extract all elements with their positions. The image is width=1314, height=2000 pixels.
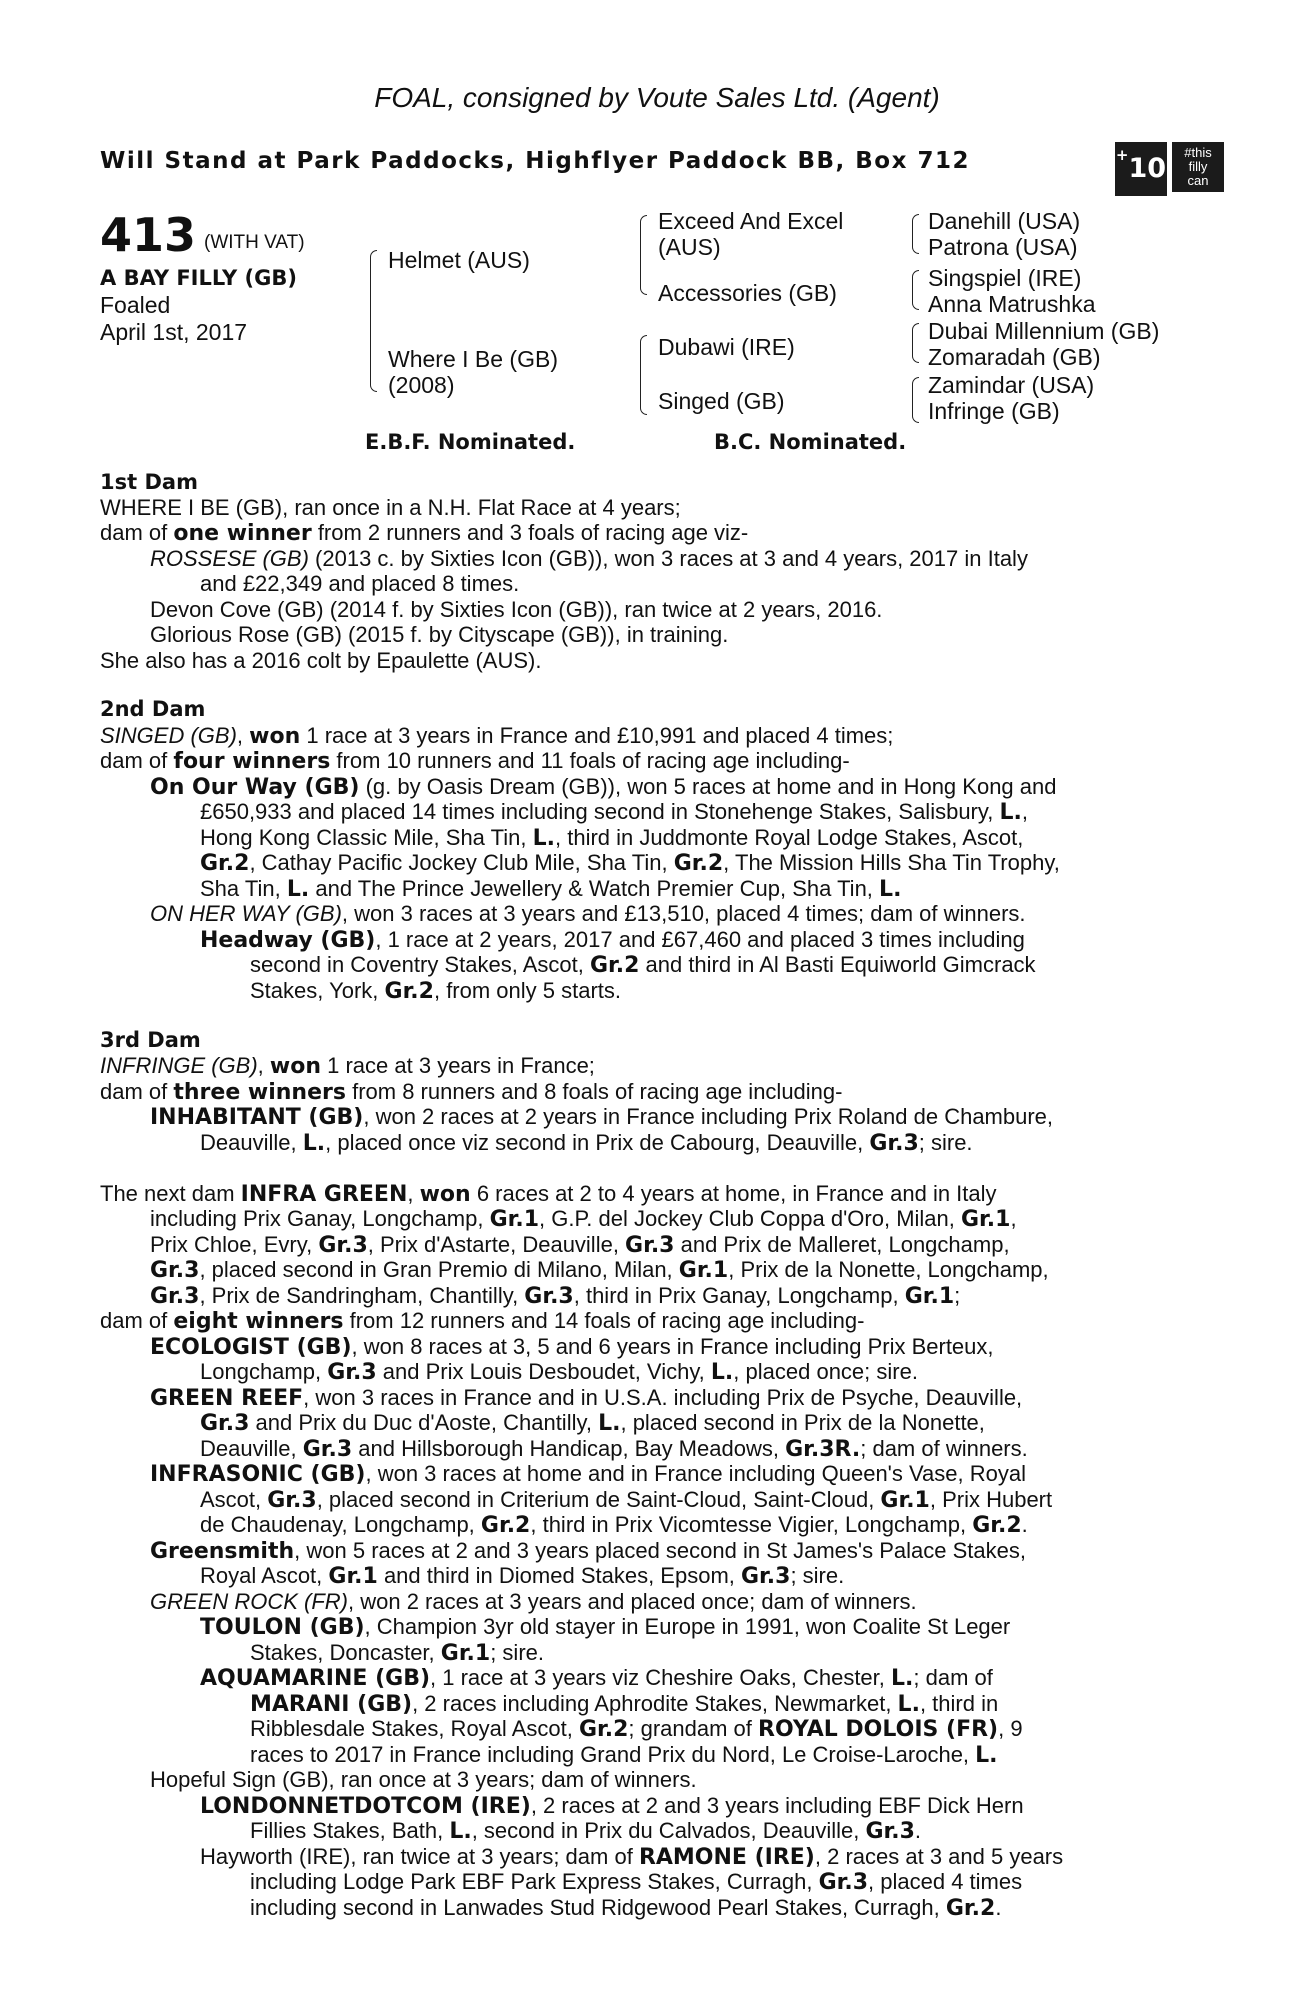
second-dam-heading: 2nd Dam bbox=[100, 697, 206, 721]
ebf-nominated: E.B.F. Nominated. bbox=[365, 430, 576, 454]
ggs-brace-1 bbox=[912, 214, 919, 254]
dam-line: SINGED (GB), won 1 race at 3 years in France and £10,991 and placed 4 times; bbox=[100, 723, 894, 749]
dam-line: Deauville, Gr.3 and Hillsborough Handicap, Bay Meadows, Gr.3R.; dam of winners. bbox=[200, 1436, 1028, 1462]
dam-line: Stakes, Doncaster, Gr.1; sire. bbox=[250, 1640, 544, 1666]
dam-line: TOULON (GB), Champion 3yr old stayer in Europe in 1991, won Coalite St Leger bbox=[200, 1614, 1011, 1640]
dam-line: including Prix Ganay, Longchamp, Gr.1, G.P. del Jockey Club Coppa d'Oro, Milan, Gr.1, bbox=[150, 1206, 1017, 1232]
granddam-2: Singed (GB) bbox=[658, 388, 785, 414]
ggs-6: Zomaradah (GB) bbox=[928, 344, 1101, 370]
first-dam-heading: 1st Dam bbox=[100, 470, 198, 494]
sire: Helmet (AUS) bbox=[388, 247, 530, 273]
ggs-1: Danehill (USA) bbox=[928, 208, 1081, 234]
dam-line: Stakes, York, Gr.2, from only 5 starts. bbox=[250, 978, 622, 1004]
dam-line: second in Coventry Stakes, Ascot, Gr.2 and third in Al Basti Equiworld Gimcrack bbox=[250, 952, 1036, 978]
dam-line: Gr.3 and Prix du Duc d'Aoste, Chantilly, L., placed second in Prix de la Nonette, bbox=[200, 1410, 985, 1436]
dam-line: Sha Tin, L. and The Prince Jewellery & Watch Premier Cup, Sha Tin, L. bbox=[200, 876, 902, 902]
horse-name: A BAY FILLY (GB) bbox=[100, 266, 297, 290]
this-filly-can-logo: #this filly can bbox=[1172, 142, 1224, 192]
sire-dam-brace bbox=[370, 250, 377, 392]
dam-line: AQUAMARINE (GB), 1 race at 3 years viz Cheshire Oaks, Chester, L.; dam of bbox=[200, 1665, 993, 1691]
grandsire-2: Dubawi (IRE) bbox=[658, 334, 795, 360]
dam-line: £650,933 and placed 14 times including second in Stonehenge Stakes, Salisbury, L., bbox=[200, 799, 1028, 825]
ggs-brace-3 bbox=[912, 323, 919, 363]
sire-parents-brace bbox=[640, 215, 647, 295]
ggs-3: Singspiel (IRE) bbox=[928, 265, 1082, 291]
granddam-1: Accessories (GB) bbox=[658, 280, 837, 306]
ggs-8: Infringe (GB) bbox=[928, 398, 1060, 424]
dam-line: Hayworth (IRE), ran twice at 3 years; dam of RAMONE (IRE), 2 races at 3 and 5 years bbox=[200, 1844, 1064, 1870]
dam-line: ECOLOGIST (GB), won 8 races at 3, 5 and 6 years in France including Prix Berteux, bbox=[150, 1334, 994, 1360]
dam-parents-brace bbox=[640, 335, 647, 415]
dam-line: Ribblesdale Stakes, Royal Ascot, Gr.2; grandam of ROYAL DOLOIS (FR), 9 bbox=[250, 1716, 1023, 1742]
lot-number: 413 bbox=[100, 208, 197, 262]
stand-location: Will Stand at Park Paddocks, Highflyer Paddock BB, Box 712 bbox=[100, 148, 970, 174]
dam-line: Gr.2, Cathay Pacific Jockey Club Mile, Sha Tin, Gr.2, The Mission Hills Sha Tin Trophy, bbox=[200, 850, 1060, 876]
dam-line: GREEN REEF, won 3 races in France and in U.S.A. including Prix de Psyche, Deauville, bbox=[150, 1385, 1023, 1411]
ggs-brace-4 bbox=[912, 377, 919, 423]
dam-line: including Lodge Park EBF Park Express Stakes, Curragh, Gr.3, placed 4 times bbox=[250, 1869, 1023, 1895]
consignor-heading: FOAL, consigned by Voute Sales Ltd. (Agent) bbox=[374, 82, 940, 113]
ggs-5: Dubai Millennium (GB) bbox=[928, 318, 1160, 344]
dam-line: MARANI (GB), 2 races including Aphrodite Stakes, Newmarket, L., third in bbox=[250, 1691, 999, 1717]
dam-line: Royal Ascot, Gr.1 and third in Diomed Stakes, Epsom, Gr.3; sire. bbox=[200, 1563, 845, 1589]
vat-label: (WITH VAT) bbox=[204, 232, 305, 253]
dam-line: Gr.3, Prix de Sandringham, Chantilly, Gr.3, third in Prix Ganay, Longchamp, Gr.1; bbox=[150, 1283, 961, 1309]
plus-ten-logo: +10 bbox=[1115, 142, 1167, 196]
dam-line: INFRASONIC (GB), won 3 races at home and in France including Queen's Vase, Royal bbox=[150, 1461, 1026, 1487]
ggs-brace-2 bbox=[912, 270, 919, 310]
dam-line: Hong Kong Classic Mile, Sha Tin, L., third in Juddmonte Royal Lodge Stakes, Ascot, bbox=[200, 825, 1024, 851]
foaled-label: Foaled bbox=[100, 292, 171, 318]
dam-line: LONDONNETDOTCOM (IRE), 2 races at 2 and 3 years including EBF Dick Hern bbox=[200, 1793, 1024, 1819]
dam-line: Glorious Rose (GB) (2015 f. by Cityscape (GB)), in training. bbox=[150, 622, 729, 647]
foaled-date: April 1st, 2017 bbox=[100, 319, 248, 345]
dam-line: including second in Lanwades Stud Ridgewood Pearl Stakes, Curragh, Gr.2. bbox=[250, 1895, 1002, 1921]
dam-line: races to 2017 in France including Grand Prix du Nord, Le Croise-Laroche, L. bbox=[250, 1742, 998, 1768]
dam-line: dam of one winner from 2 runners and 3 foals of racing age viz- bbox=[100, 520, 749, 546]
bc-nominated: B.C. Nominated. bbox=[714, 430, 907, 454]
dam-line: WHERE I BE (GB), ran once in a N.H. Flat Race at 4 years; bbox=[100, 495, 681, 520]
dam-line: GREEN ROCK (FR), won 2 races at 3 years and placed once; dam of winners. bbox=[150, 1589, 917, 1614]
dam-line: Ascot, Gr.3, placed second in Criterium de Saint-Cloud, Saint-Cloud, Gr.1, Prix Hubert bbox=[200, 1487, 1053, 1513]
grandsire-1: Exceed And Excel bbox=[658, 208, 844, 234]
dam-line: dam of eight winners from 12 runners and 14 foals of racing age including- bbox=[100, 1308, 865, 1334]
dam-line: Greensmith, won 5 races at 2 and 3 years placed second in St James's Palace Stakes, bbox=[150, 1538, 1026, 1564]
ggs-4: Anna Matrushka bbox=[928, 291, 1096, 317]
third-dam-heading: 3rd Dam bbox=[100, 1028, 201, 1052]
dam-line: On Our Way (GB) (g. by Oasis Dream (GB)), won 5 races at home and in Hong Kong and bbox=[150, 774, 1057, 800]
dam-line: INHABITANT (GB), won 2 races at 2 years in France including Prix Roland de Chambure, bbox=[150, 1104, 1054, 1130]
dam-line: INFRINGE (GB), won 1 race at 3 years in France; bbox=[100, 1053, 595, 1079]
dam-line: Hopeful Sign (GB), ran once at 3 years; dam of winners. bbox=[150, 1767, 697, 1792]
dam-line: Devon Cove (GB) (2014 f. by Sixties Icon (GB)), ran twice at 2 years, 2016. bbox=[150, 597, 883, 622]
ggs-7: Zamindar (USA) bbox=[928, 372, 1095, 398]
dam-line: Headway (GB), 1 race at 2 years, 2017 and £67,460 and placed 3 times including bbox=[200, 927, 1025, 953]
dam-year: (2008) bbox=[388, 372, 455, 398]
dam-line: and £22,349 and placed 8 times. bbox=[200, 571, 520, 596]
dam-line: ON HER WAY (GB), won 3 races at 3 years and £13,510, placed 4 times; dam of winners. bbox=[150, 901, 1026, 926]
dam-line: Longchamp, Gr.3 and Prix Louis Desboudet, Vichy, L., placed once; sire. bbox=[200, 1359, 918, 1385]
dam-line: Fillies Stakes, Bath, L., second in Prix du Calvados, Deauville, Gr.3. bbox=[250, 1818, 922, 1844]
dam-line: Gr.3, placed second in Gran Premio di Milano, Milan, Gr.1, Prix de la Nonette, Longchamp, bbox=[150, 1257, 1049, 1283]
grandsire-1-country: (AUS) bbox=[658, 234, 721, 260]
dam-line: Deauville, L., placed once viz second in Prix de Cabourg, Deauville, Gr.3; sire. bbox=[200, 1130, 973, 1156]
dam-line: Prix Chloe, Evry, Gr.3, Prix d'Astarte, Deauville, Gr.3 and Prix de Malleret, Longchamp, bbox=[150, 1232, 1010, 1258]
dam-line: She also has a 2016 colt by Epaulette (AUS). bbox=[100, 648, 542, 673]
dam-line: dam of three winners from 8 runners and 8 foals of racing age including- bbox=[100, 1079, 843, 1105]
ggs-2: Patrona (USA) bbox=[928, 234, 1078, 260]
dam-line: ROSSESE (GB) (2013 c. by Sixties Icon (GB)), won 3 races at 3 and 4 years, 2017 in Italy bbox=[150, 546, 1028, 571]
dam-line: dam of four winners from 10 runners and 11 foals of racing age including- bbox=[100, 748, 850, 774]
dam-line: The next dam INFRA GREEN, won 6 races at 2 to 4 years at home, in France and in Italy bbox=[100, 1181, 997, 1207]
dam-line: de Chaudenay, Longchamp, Gr.2, third in Prix Vicomtesse Vigier, Longchamp, Gr.2. bbox=[200, 1512, 1028, 1538]
dam: Where I Be (GB) bbox=[388, 346, 558, 372]
